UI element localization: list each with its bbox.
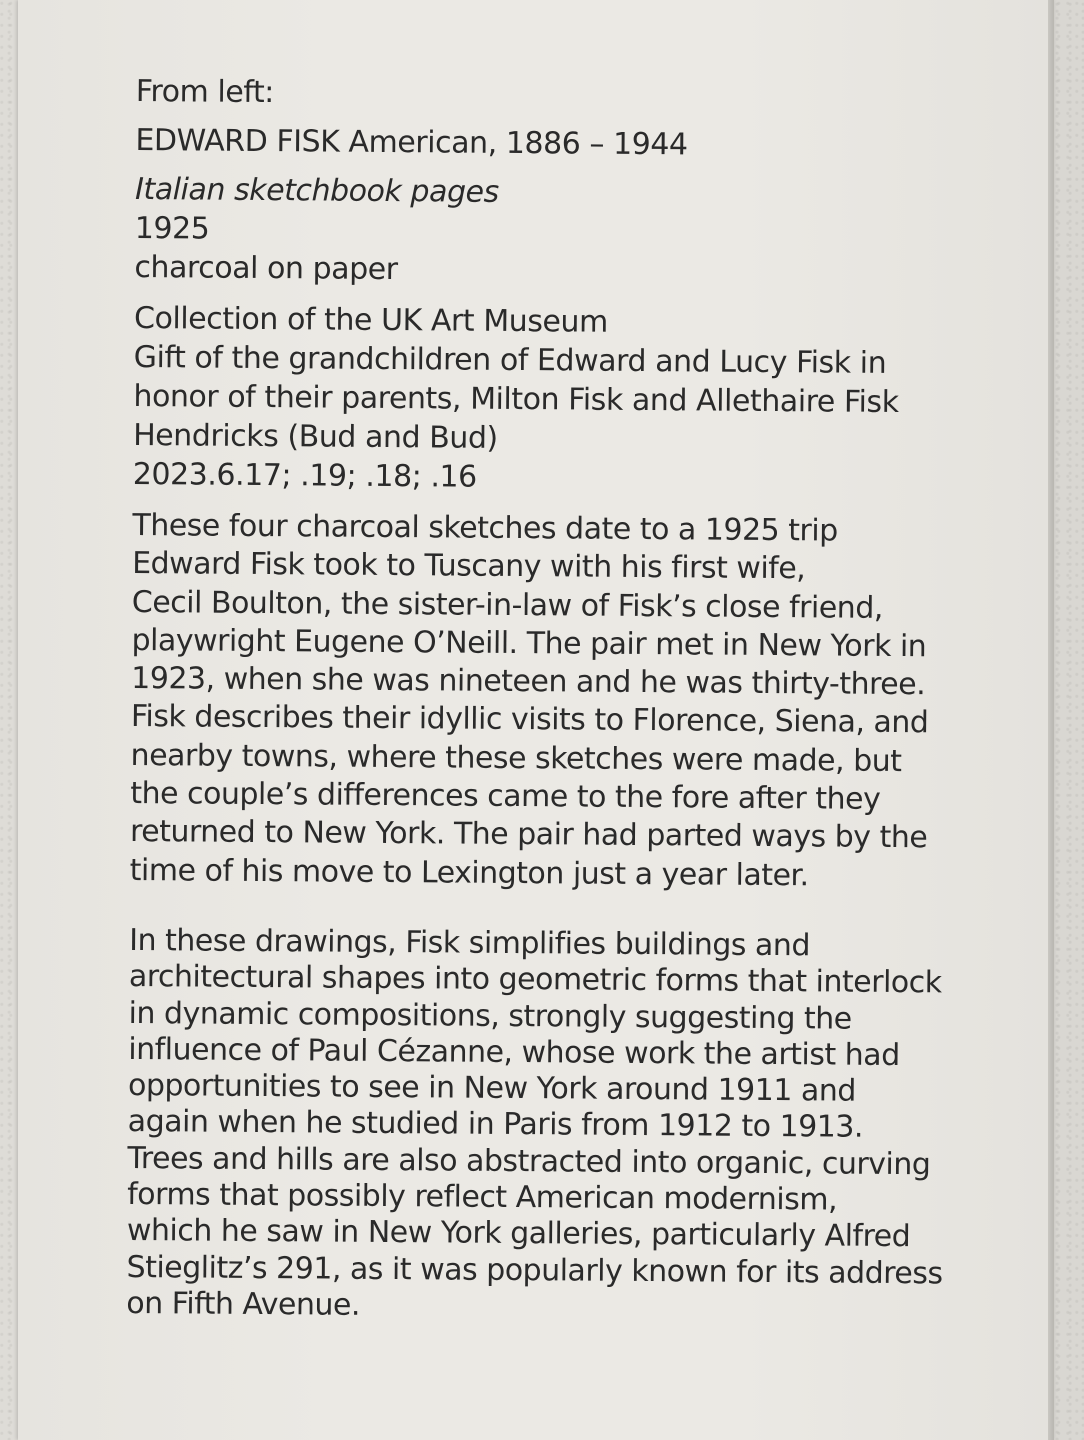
description-paragraph-1 <box>130 507 963 896</box>
credit-line: honor of their parents, Milton Fisk and Allethaire Fisk <box>133 378 899 420</box>
paragraph-line: These four charcoal sketches date to a 1925 trip <box>132 507 838 549</box>
paragraph-line: nearby towns, where these sketches were made, but <box>130 737 902 779</box>
paragraph-line: which he saw in New York galleries, particularly Alfred <box>126 1213 911 1255</box>
artist-line: EDWARD FISK American, 1886 – 1944 <box>135 122 688 163</box>
paragraph-line: in dynamic compositions, strongly suggesting the <box>128 995 852 1037</box>
label-intro: From left: <box>135 73 275 111</box>
paragraph-line: the couple’s differences came to the fore after they <box>130 776 881 817</box>
credit-block <box>133 299 965 501</box>
artwork-year: 1925 <box>134 210 210 247</box>
paragraph-line: In these drawings, Fisk simplifies buildings and <box>129 922 811 964</box>
paragraph-line: Edward Fisk took to Tuscany with his first wife, <box>132 546 806 587</box>
paragraph-line: again when he studied in Paris from 1912 to 1913. <box>127 1104 864 1146</box>
accession-number: 2023.6.17; .19; .18; .16 <box>132 456 477 495</box>
paragraph-line: architectural shapes into geometric forms that interlock <box>128 959 942 1001</box>
paragraph-line: forms that possibly reflect American modernism, <box>127 1177 838 1218</box>
paragraph-line: Fisk describes their idyllic visits to Florence, Siena, and <box>130 699 929 741</box>
paragraph-line: playwright Eugene O’Neill. The pair met in New York in <box>131 622 927 665</box>
paragraph-line: Cecil Boulton, the sister-in-law of Fisk’s close friend, <box>131 584 883 626</box>
paragraph-line: Trees and hills are also abstracted into organic, curving <box>127 1140 931 1183</box>
paragraph-line: Stieglitz’s 291, as it was popularly known for its address <box>126 1249 943 1292</box>
credit-line: Collection of the UK Art Museum <box>133 300 608 340</box>
credit-line: Gift of the grandchildren of Edward and Lucy Fisk in <box>133 339 887 381</box>
paragraph-line: influence of Paul Cézanne, whose work the artist had <box>128 1031 900 1073</box>
artwork-title: Italian sketchbook pages <box>134 171 499 210</box>
paragraph-line: 1923, when she was nineteen and he was thirty-three. <box>131 661 926 703</box>
paragraph-line: time of his move to Lexington just a year later. <box>129 852 809 893</box>
artwork-medium: charcoal on paper <box>134 249 398 288</box>
description-paragraph-2 <box>126 923 959 1329</box>
paragraph-line: on Fifth Avenue. <box>126 1285 361 1323</box>
credit-line: Hendricks (Bud and Bud) <box>133 417 498 456</box>
label-card-edge <box>1048 0 1054 1440</box>
paragraph-line: opportunities to see in New York around 1911 and <box>127 1068 857 1109</box>
paragraph-line: returned to New York. The pair had parted ways by the <box>129 814 928 856</box>
label-text <box>126 72 966 1329</box>
